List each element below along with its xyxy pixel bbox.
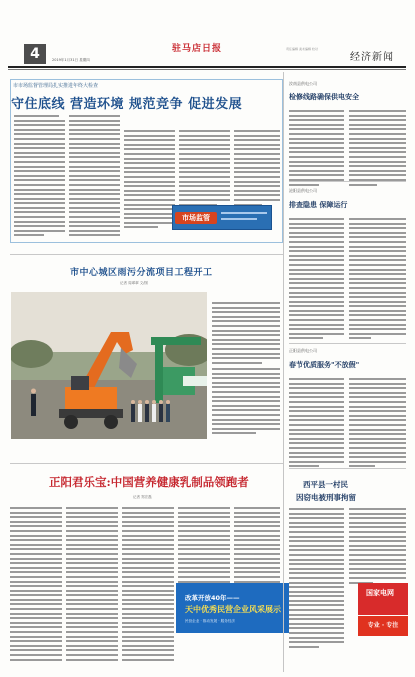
lead-col-1	[14, 115, 65, 239]
right-item-1-source: 汝南县供电公司	[289, 81, 317, 86]
editor-credits: 责任编辑 美术编辑 校对	[286, 47, 318, 51]
header-rule-thin	[8, 69, 406, 70]
right-item-2-col-a	[289, 218, 344, 342]
right-item-3-source: 正阳县供电公司	[289, 348, 317, 353]
brand-col-4	[178, 507, 230, 590]
right-item-3-col-b	[349, 378, 406, 470]
market-supervision-banner	[172, 205, 272, 230]
page-header	[8, 44, 406, 66]
brand-col-3	[122, 507, 174, 663]
lead-col-4	[179, 130, 230, 208]
ad-line-3: 民营企业 · 推动发展 · 服务经济	[185, 619, 235, 623]
right-item-3-col-a	[289, 378, 344, 470]
middle-article-byline: 记者 周翠翠 文/图	[120, 281, 148, 285]
brand-col-5	[234, 507, 280, 590]
lead-col-5	[234, 130, 280, 208]
middle-article-title: 市中心城区雨污分流项目工程开工	[70, 268, 213, 278]
logo-text: 国家电网	[366, 589, 394, 597]
brand-article-title: 正阳君乐宝:中国营养健康乳制品领跑者	[49, 475, 249, 489]
lead-col-3	[124, 130, 175, 231]
page-number: 4	[24, 44, 46, 64]
masthead: 驻马店日报	[172, 44, 223, 54]
right-item-5-title: 因窃电被刑事拘留	[296, 493, 356, 502]
right-item-4-col-b	[349, 508, 406, 586]
brand-col-2	[66, 507, 118, 663]
brand-article-byline: 记者 郑宏磊	[133, 495, 152, 499]
right-item-2-source: 泌阳县供电公司	[289, 188, 317, 193]
right-item-1-col-a	[289, 110, 344, 188]
right-item-2-col-b	[349, 218, 406, 342]
right-item-4-col-a	[289, 508, 344, 650]
right-item-3-title: 春节优质服务"不放假"	[289, 361, 360, 369]
ad-line-2: 天中优秀民营企业风采展示	[185, 605, 281, 614]
right-item-1-title: 检修线路确保供电安全	[289, 93, 359, 101]
logo-slogan: 专业 · 专注	[358, 616, 408, 636]
private-enterprise-ad	[176, 583, 289, 633]
lead-kicker: 市市场监督管理局扎实推进年终大检查	[13, 83, 99, 89]
middle-article-body	[212, 368, 280, 437]
header-rule	[8, 66, 406, 68]
middle-article-intro	[212, 302, 280, 366]
right-item-1-col-b	[349, 110, 406, 188]
banner-label: 市场监管	[175, 212, 217, 224]
column-divider	[283, 72, 284, 672]
lead-title: 守住底线 营造环境 规范竞争 促进发展	[11, 97, 243, 112]
state-grid-logo	[358, 583, 408, 615]
right-item-4-title: 西平县一村民	[303, 480, 348, 489]
issue-date: 2019年1月31日 星期四	[52, 58, 90, 62]
section-title: 经济新闻	[350, 52, 394, 63]
right-item-2-title: 排查隐患 保障运行	[289, 201, 348, 209]
brand-col-1	[10, 507, 62, 663]
excavator-photo	[11, 292, 207, 439]
ad-line-1: 改革开放40年——	[185, 594, 240, 602]
lead-col-2	[69, 115, 120, 239]
